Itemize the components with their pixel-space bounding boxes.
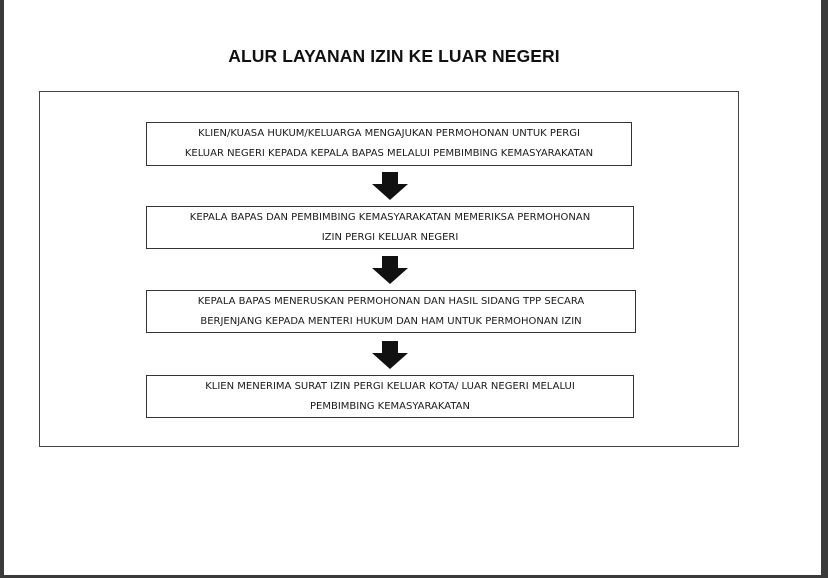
flow-step-4 <box>146 375 634 418</box>
down-arrow-icon <box>372 341 408 369</box>
flow-step-2 <box>146 206 634 249</box>
flow-step-3 <box>146 290 636 333</box>
flow-step-3-text: KEPALA BAPAS MENERUSKAN PERMOHONAN DAN HASIL SIDANG TPP SECARA BERJENJANG KEPADA MENTERI HUKUM DAN HAM UNTUK PERMOHONAN IZIN <box>197 295 585 327</box>
flow-step-1 <box>146 122 632 166</box>
flow-step-2-text: KEPALA BAPAS DAN PEMBIMBING KEMASYARAKATAN MEMERIKSA PERMOHONAN IZIN PERGI KELUAR NEGERI <box>189 211 591 243</box>
down-arrow-icon <box>372 256 408 284</box>
document-page <box>4 0 821 575</box>
down-arrow-icon <box>372 172 408 200</box>
diagram-title: ALUR LAYANAN IZIN KE LUAR NEGERI <box>228 46 560 66</box>
flow-step-1-text: KLIEN/KUASA HUKUM/KELUARGA MENGAJUKAN PERMOHONAN UNTUK PERGI KELUAR NEGERI KEPADA KEPALA BAPAS MELALUI PEMBIMBING KEMASYARAKATAN <box>184 128 594 159</box>
flow-step-4-text: KLIEN MENERIMA SURAT IZIN PERGI KELUAR KOTA/ LUAR NEGERI MELALUI PEMBIMBING KEMASYARAKATAN <box>205 380 575 412</box>
